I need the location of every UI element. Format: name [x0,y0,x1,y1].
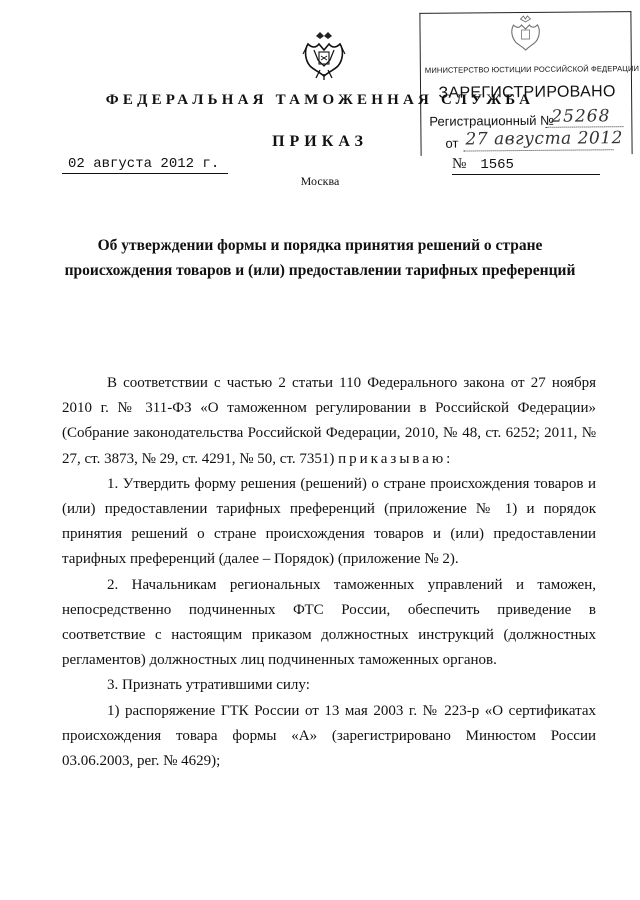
title-line-2: происхождения товаров и (или) предоставлении тарифных преференций [64,262,576,279]
document-title [60,233,580,283]
document-body [62,371,596,774]
paragraph-item-3: 3. Признать утратившими силу: [107,677,310,694]
paragraph-subitem-1: 1) распоряжение ГТК России от 13 мая 2003 г. № 223-р «О сертификатах происхождения товара формы «А» (зарегистрировано Минюстом России 03.06.2003, рег. № 4629); [62,702,596,770]
stamp-emblem-icon [508,15,542,53]
stamp-registration-number-label: Регистрационный № [429,112,555,129]
stamp-ministry-name: МИНИСТЕРСТВО ЮСТИЦИИ РОССИЙСКОЙ ФЕДЕРАЦИИ [424,64,640,75]
document-type: ПРИКАЗ [272,133,368,150]
paragraph-item-2: 2. Начальникам региональных таможенных управлений и таможен, непосредственно подчиненных ФТС России, обеспечить приведение в соответствие с настоящим приказом должностных инструкций (должностных регламентов) должностных лиц подчиненных таможенных органов. [62,576,596,669]
paragraph-item-1: 1. Утвердить форму решения (решений) о стране происхождения товаров и (или) предоставлении тарифных преференций (приложение № 1) и порядок принятия решений о стране происхождения товаров и (или) предоставлении тарифных преференций (далее – Порядок) (приложение № 2). [62,475,596,568]
paragraph-preamble [62,371,596,472]
preamble-text: В соответствии с частью 2 статьи 110 Федерального закона от 27 ноября 2010 г. № 311-ФЗ «О таможенном регулировании в Российской Федерации» (Собрание законодательства Российской Федерации, 2010, № 48, ст. 6252; 2011, № 27, ст. 3873, № 29, ст. 4291, № 50, ст. 7351) [62,375,596,467]
order-number: 1565 [480,157,514,173]
decree-word: приказываю: [338,450,454,467]
title-line-1: Об утверждении формы и порядка принятия решений о стране [97,237,543,254]
city: Москва [300,174,340,188]
stamp-registered-label: ЗАРЕГИСТРИРОВАНО [438,83,616,102]
order-number-field [452,155,600,175]
order-date: 02 августа 2012 г. [62,155,228,174]
agency-name: ФЕДЕРАЛЬНАЯ ТАМОЖЕННАЯ СЛУЖБА [105,92,535,108]
coat-of-arms-icon [302,30,346,82]
stamp-registration-date: 27 августа 2012 [465,128,624,150]
number-sign: № [452,156,467,172]
stamp-from-label: от [445,135,459,151]
stamp-registration-number: 25268 [551,106,611,127]
